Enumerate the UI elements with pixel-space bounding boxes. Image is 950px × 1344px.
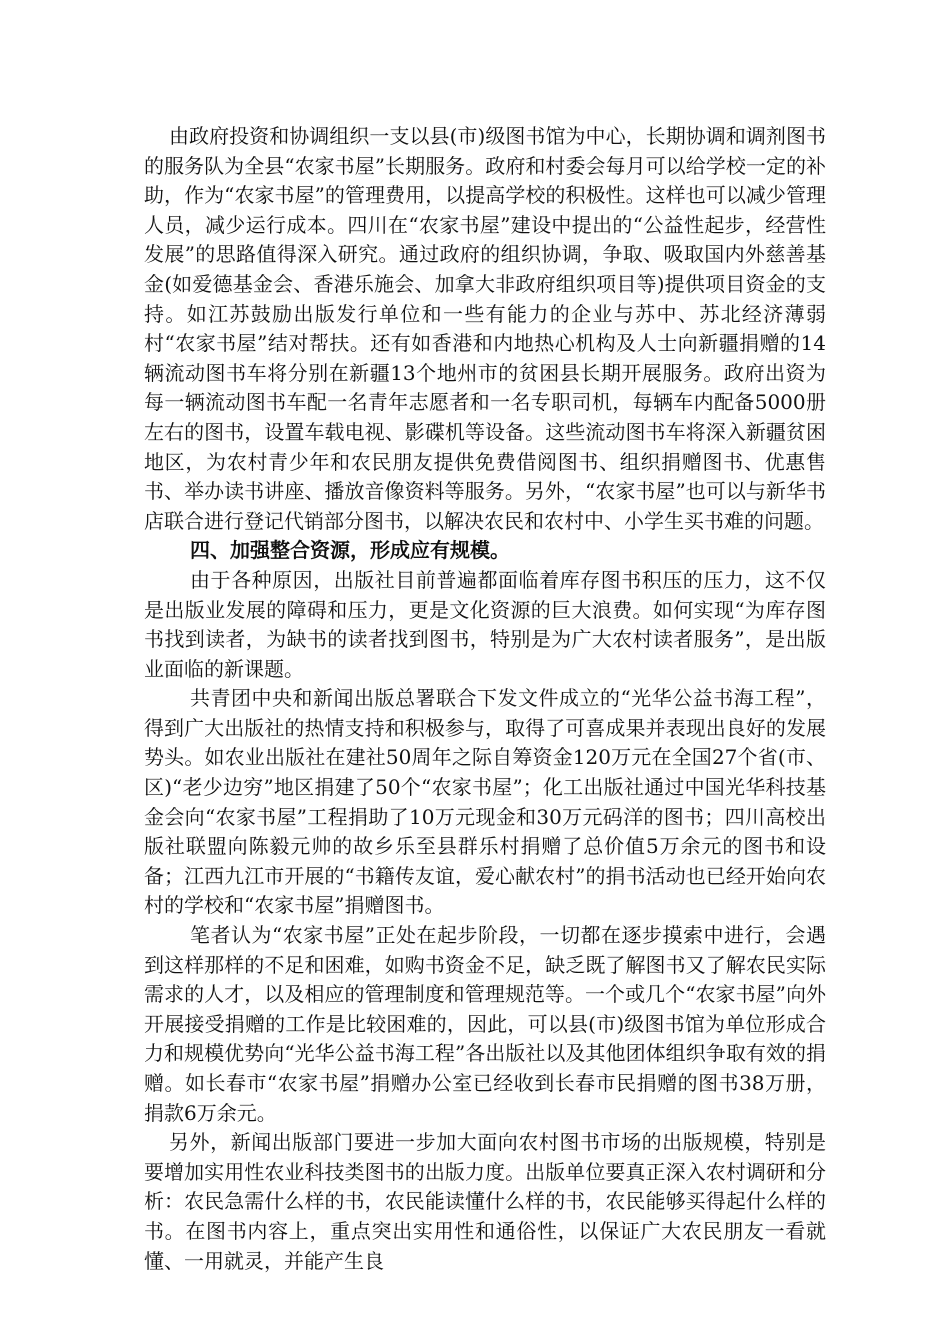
document-page	[144, 122, 826, 1276]
paragraph-inventory-pressure: 由于各种原因，出版社目前普遍都面临着库存图书积压的压力，这不仅是出版业发展的障碍和压力，更是文化资源的巨大浪费。如何实现“为库存图书找到读者，为缺书的读者找到图书，特别是为广大农村读者服务”，是出版业面临的新课题。	[144, 567, 826, 681]
paragraph-guanghua-project: 共青团中央和新闻出版总署联合下发文件成立的“光华公益书海工程”，得到广大出版社的热情支持和积极参与，取得了可喜成果并表现出良好的发展势头。如农业出版社在建社50周年之际自筹资金120万元在全国27个省(市、区)“老少边穷”地区捐建了50个“农家书屋”；化工出版社通过中国光华科技基金会向“农家书屋”工程捐助了10万元现金和30万元码洋的图书；四川高校出版社联盟向陈毅元帅的故乡乐至县群乐村捐赠了总价值5万余元的图书和设备；江西九江市开展的“书籍传友谊，爱心献农村”的捐书活动也已经开始向农村的学校和“农家书屋”捐赠图书。	[144, 686, 826, 918]
section-heading-4: 四、加强整合资源，形成应有规模。	[190, 538, 510, 563]
paragraph-publishing-scale: 另外，新闻出版部门要进一步加大面向农村图书市场的出版规模，特别是要增加实用性农业科技类图书的出版力度。出版单位要真正深入农村调研和分析：农民急需什么样的书，农民能读懂什么样的书，农民能够买得起什么样的书。在图书内容上，重点突出实用性和通俗性，以保证广大农民朋友一看就懂、一用就灵，并能产生良	[144, 1130, 826, 1273]
paragraph-government-service: 由政府投资和协调组织一支以县(市)级图书馆为中心，长期协调和调剂图书的服务队为全县“农家书屋”长期服务。政府和村委会每月可以给学校一定的补助，作为“农家书屋”的管理费用，以提高学校的积极性。这样也可以减少管理人员，减少运行成本。四川在“农家书屋”建设中提出的“公益性起步，经营性发展”的思路值得深入研究。通过政府的组织协调，争取、吸取国内外慈善基金(如爱德基金会、香港乐施会、加拿大非政府组织项目等)提供项目资金的支持。如江苏鼓励出版发行单位和一些有能力的企业与苏中、苏北经济薄弱村“农家书屋”结对帮扶。还有如香港和内地热心机构及人士向新疆捐赠的14辆流动图书车将分别在新疆13个地州市的贫困县长期开展服务。政府出资为每一辆流动图书车配一名青年志愿者和一名专职司机，每辆车内配备5000册左右的图书，设置车载电视、影碟机等设备。这些流动图书车将深入新疆贫困地区，为农村青少年和农民朋友提供免费借阅图书、组织捐赠图书、优惠售书、举办读书讲座、播放音像资料等服务。另外，“农家书屋”也可以与新华书店联合进行登记代销部分图书，以解决农民和农村中、小学生买书难的问题。	[144, 124, 826, 533]
paragraph-author-opinion: 笔者认为“农家书屋”正处在起步阶段，一切都在逐步摸索中进行，会遇到这样那样的不足和困难，如购书资金不足，缺乏既了解图书又了解农民实际需求的人才，以及相应的管理制度和管理规范等。一个或几个“农家书屋”向外开展接受捐赠的工作是比较困难的，因此，可以县(市)级图书馆为单位形成合力和规模优势向“光华公益书海工程”各出版社以及其他团体组织争取有效的捐赠。如长春市“农家书屋”捐赠办公室已经收到长春市民捐赠的图书38万册，捐款6万余元。	[144, 923, 826, 1125]
